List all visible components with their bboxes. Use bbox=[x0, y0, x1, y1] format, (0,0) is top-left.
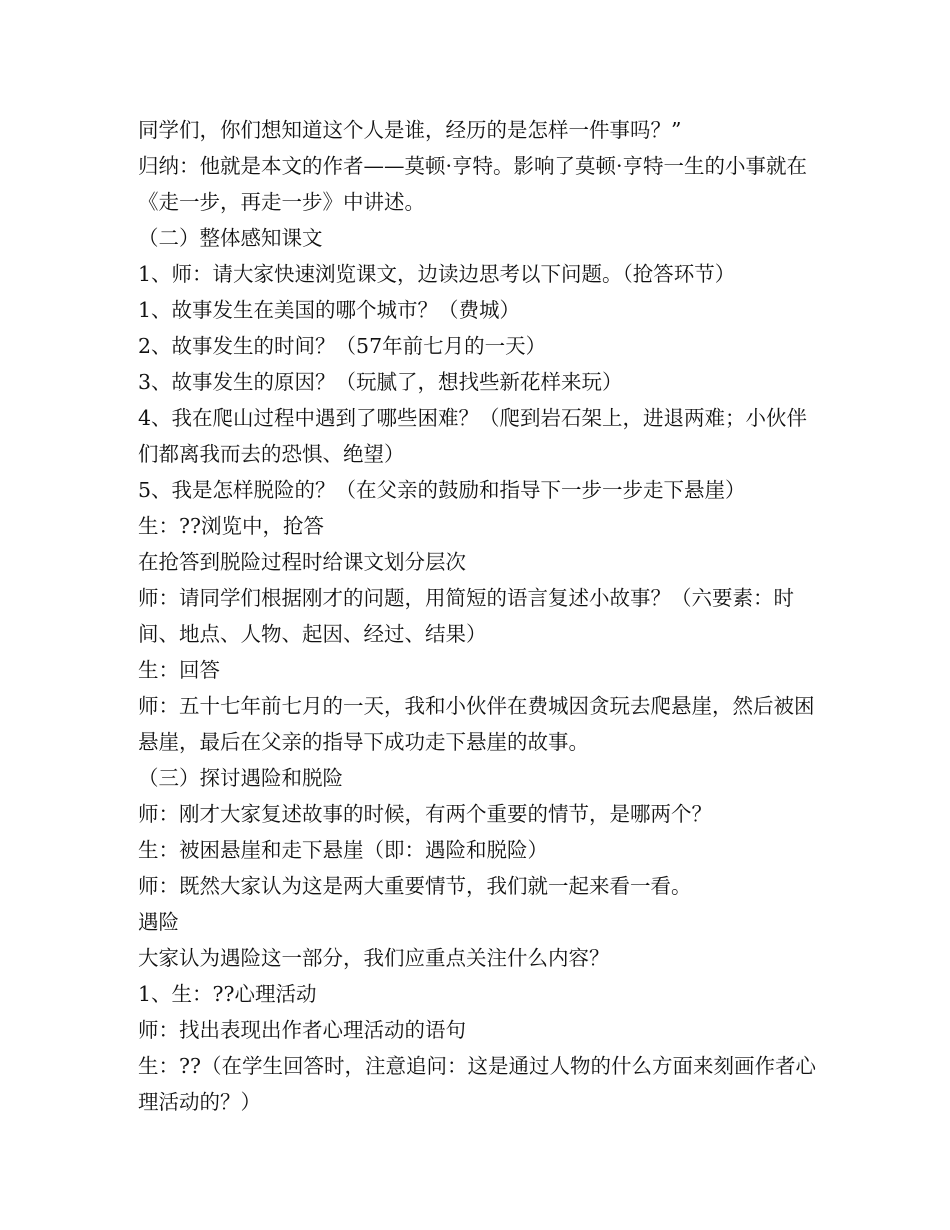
question-3: 3、故事发生的原因？（玩腻了，想找些新花样来玩） bbox=[138, 370, 623, 394]
paragraph-18: 师：既然大家认为这是两大重要情节，我们就一起来看一看。 bbox=[138, 874, 692, 898]
question-5: 5、我是怎样脱险的？（在父亲的鼓励和指导下一步一步走下悬崖） bbox=[138, 478, 746, 502]
paragraph-2: 归纳：他就是本文的作者——莫顿·亨特。影响了莫顿·亨特一生的小事就在《走一步，再走一步》中讲述。 bbox=[138, 154, 808, 214]
paragraph-10: 生：??浏览中，抢答 bbox=[138, 514, 324, 538]
subheading-danger: 遇险 bbox=[138, 910, 179, 934]
paragraph-11: 在抢答到脱险过程时给课文划分层次 bbox=[138, 550, 466, 574]
paragraph-1: 同学们，你们想知道这个人是谁，经历的是怎样一件事吗？” bbox=[138, 118, 682, 142]
paragraph-21: 1、生：??心理活动 bbox=[138, 982, 317, 1006]
paragraph-16: 师：刚才大家复述故事的时候，有两个重要的情节，是哪两个？ bbox=[138, 802, 712, 826]
paragraph-4: 1、师：请大家快速浏览课文，边读边思考以下问题。（抢答环节） bbox=[138, 262, 736, 286]
paragraph-12: 师：请同学们根据刚才的问题，用简短的语言复述小故事？（六要素：时间、地点、人物、起因、经过、结果） bbox=[138, 586, 794, 646]
question-2: 2、故事发生的时间？（57年前七月的一天） bbox=[138, 334, 547, 358]
paragraph-14: 师：五十七年前七月的一天，我和小伙伴在费城因贪玩去爬悬崖，然后被困悬崖，最后在父亲的指导下成功走下悬崖的故事。 bbox=[138, 694, 815, 754]
document-body bbox=[138, 112, 818, 1120]
section-heading-2: （二）整体感知课文 bbox=[138, 226, 323, 250]
paragraph-23: 生：??（在学生回答时，注意追问：这是通过人物的什么方面来刻画作者心理活动的？） bbox=[138, 1054, 816, 1114]
paragraph-17: 生：被困悬崖和走下悬崖（即：遇险和脱险） bbox=[138, 838, 548, 862]
section-heading-3: （三）探讨遇险和脱险 bbox=[138, 766, 343, 790]
paragraph-13: 生：回答 bbox=[138, 658, 220, 682]
paragraph-20: 大家认为遇险这一部分，我们应重点关注什么内容？ bbox=[138, 946, 610, 970]
question-1: 1、故事发生在美国的哪个城市？（费城） bbox=[138, 298, 521, 322]
paragraph-22: 师：找出表现出作者心理活动的语句 bbox=[138, 1018, 466, 1042]
question-4: 4、我在爬山过程中遇到了哪些困难？（爬到岩石架上，进退两难；小伙伴们都离我而去的恐惧、绝望） bbox=[138, 406, 808, 466]
